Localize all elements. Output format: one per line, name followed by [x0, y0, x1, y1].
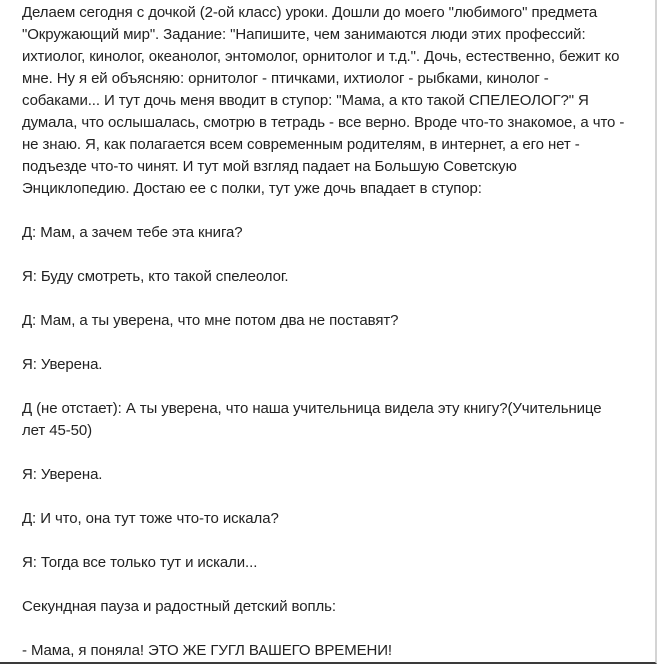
dialogue-line: Я: Уверена.: [22, 466, 103, 483]
dialogue-line: Д: Мам, а зачем тебе эта книга?: [22, 224, 243, 241]
post-text: [22, 2, 627, 662]
dialogue-line: Д: И что, она тут тоже что-то искала?: [22, 510, 279, 527]
punchline: - Мама, я поняла! ЭТО ЖЕ ГУГЛ ВАШЕГО ВРЕМЕНИ!: [22, 642, 392, 659]
dialogue-line: Я: Уверена.: [22, 356, 103, 373]
narration-line: Секундная пауза и радостный детский вопль:: [22, 598, 336, 615]
dialogue-line: Д: Мам, а ты уверена, что мне потом два не поставят?: [22, 312, 399, 329]
dialogue-line: Д (не отстает): А ты уверена, что наша учительница видела эту книгу?(Учительнице лет 45-50): [22, 400, 602, 439]
dialogue-line: Я: Буду смотреть, кто такой спелеолог.: [22, 268, 289, 285]
post-intro-paragraph: Делаем сегодня с дочкой (2-ой класс) уроки. Дошли до моего "любимого" предмета "Окружающий мир". Задание: "Напишите, чем занимаются люди этих профессий: ихтиолог, кинолог, океанолог, энтомолог, орнитолог и т.д.". Дочь, естественно, бежит ко мне. Ну я ей объясняю: орнитолог - птичками, ихтиолог - рыбками, кинолог - собаками... И тут дочь меня вводит в ступор: "Мама, а кто такой СПЕЛЕОЛОГ?" Я думала, что ослышалась, смотрю в тетрадь - все верно. Вроде что-то знакомое, а что - не знаю. Я, как полагается всем современным родителям, в интернет, а его нет - подъезде что-то чинят. И тут мой взгляд падает на Большую Советскую Энциклопедию. Достаю ее с полки, тут уже дочь впадает в ступор:: [22, 4, 625, 197]
dialogue-line: Я: Тогда все только тут и искали...: [22, 554, 258, 571]
